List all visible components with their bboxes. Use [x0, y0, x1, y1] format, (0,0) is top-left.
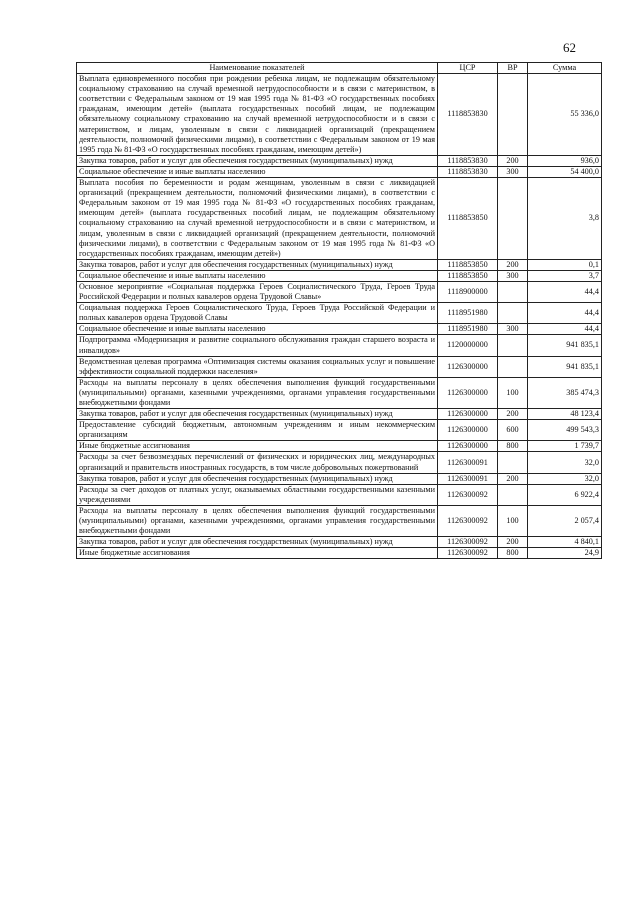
row-sum-cell: 1 739,7 — [528, 441, 602, 452]
row-sum-cell: 936,0 — [528, 155, 602, 166]
table-row — [77, 484, 602, 505]
row-name-cell: Подпрограмма «Модернизация и развитие социального обслуживания граждан старшего возраста и инвалидов» — [77, 335, 438, 356]
row-name-cell: Социальное обеспечение и иные выплаты населению — [77, 324, 438, 335]
row-name-cell: Основное мероприятие «Социальная поддержка Героев Социалистического Труда, Героев Труда Российской Федерации и полных кавалеров ордена Трудовой Славы» — [77, 281, 438, 302]
row-csr-cell: 1126300092 — [438, 484, 498, 505]
row-csr-cell: 1126300000 — [438, 377, 498, 408]
row-name-cell: Социальное обеспечение и иные выплаты населению — [77, 270, 438, 281]
row-sum-cell: 385 474,3 — [528, 377, 602, 408]
row-csr-cell: 1126300091 — [438, 473, 498, 484]
row-csr-cell: 1126300000 — [438, 441, 498, 452]
row-csr-cell: 1118853830 — [438, 155, 498, 166]
row-vr-cell: 600 — [498, 420, 528, 441]
row-sum-cell: 3,8 — [528, 178, 602, 260]
table-row — [77, 420, 602, 441]
row-vr-cell: 300 — [498, 324, 528, 335]
row-name-cell: Расходы за счет доходов от платных услуг, оказываемых областными государственными казенными учреждениями — [77, 484, 438, 505]
row-csr-cell: 1118853830 — [438, 166, 498, 177]
table-row — [77, 409, 602, 420]
row-vr-cell — [498, 335, 528, 356]
row-vr-cell: 300 — [498, 270, 528, 281]
row-sum-cell: 54 400,0 — [528, 166, 602, 177]
row-vr-cell: 100 — [498, 505, 528, 536]
row-name-cell: Закупка товаров, работ и услуг для обеспечения государственных (муниципальных) нужд — [77, 259, 438, 270]
row-sum-cell: 44,4 — [528, 303, 602, 324]
row-vr-cell: 300 — [498, 166, 528, 177]
row-csr-cell: 1118900000 — [438, 281, 498, 302]
row-csr-cell: 1126300091 — [438, 452, 498, 473]
row-vr-cell: 200 — [498, 537, 528, 548]
row-sum-cell: 32,0 — [528, 452, 602, 473]
row-vr-cell: 800 — [498, 441, 528, 452]
table-row — [77, 259, 602, 270]
row-vr-cell: 200 — [498, 259, 528, 270]
row-name-cell: Ведомственная целевая программа «Оптимизация системы оказания социальных услуг и повышение эффективности социальной поддержки населения» — [77, 356, 438, 377]
row-csr-cell: 1118853850 — [438, 270, 498, 281]
table-row — [77, 281, 602, 302]
row-name-cell: Выплата пособия по беременности и родам женщинам, уволенным в связи с ликвидацией организаций (прекращением деятельности, полномочий физическими лицами), в соответствии с Федеральным законом от 19 мая 1995 года № 81-ФЗ «О государственных пособиях гражданам, имеющим детей» (выплата государственных пособий лицам, не подлежащим обязательному социальному страхованию на случай временной нетрудоспособности и в связи с материнством, и лицам, уволенным в связи с ликвидацией организаций (прекращением деятельности, полномочий физическими лицами), в соответствии с Федеральным законом от 19 мая 1995 года № 81-ФЗ «О государственных пособиях гражданам, имеющим детей») — [77, 178, 438, 260]
table-row — [77, 377, 602, 408]
row-csr-cell: 1126300000 — [438, 420, 498, 441]
row-csr-cell: 1126300000 — [438, 409, 498, 420]
row-sum-cell: 24,9 — [528, 548, 602, 559]
table-row — [77, 452, 602, 473]
table-row — [77, 166, 602, 177]
row-name-cell: Предоставление субсидий бюджетным, автономным учреждениям и иным некоммерческим организациям — [77, 420, 438, 441]
row-vr-cell — [498, 74, 528, 156]
header-sum: Сумма — [528, 63, 602, 74]
row-sum-cell: 499 543,3 — [528, 420, 602, 441]
row-csr-cell: 1118951980 — [438, 324, 498, 335]
row-vr-cell — [498, 281, 528, 302]
row-sum-cell: 44,4 — [528, 324, 602, 335]
page-number: 62 — [563, 40, 576, 55]
table-row — [77, 74, 602, 156]
row-name-cell: Иные бюджетные ассигнования — [77, 548, 438, 559]
row-name-cell: Выплата единовременного пособия при рождении ребенка лицам, не подлежащим обязательному социальному страхованию на случай временной нетрудоспособности и в связи с материнством, в соответствии с Федеральным законом от 19 мая 1995 года № 81-ФЗ «О государственных пособиях гражданам, имеющим детей» (выплата государственных пособий лицам, не подлежащим обязательному социальному страхованию на случай временной нетрудоспособности и в связи с материнством, и лицам, уволенным в связи с ликвидацией организаций (прекращением деятельности, полномочий физическими лицами), в соответствии с Федеральным законом от 19 мая 1995 года № 81-ФЗ «О государственных пособиях гражданам, имеющим детей») — [77, 74, 438, 156]
row-csr-cell: 1126300092 — [438, 548, 498, 559]
row-sum-cell: 44,4 — [528, 281, 602, 302]
row-name-cell: Расходы за счет безвозмездных перечислений от физических и юридических лиц, международных организаций и правительств иностранных государств, в том числе добровольных пожертвований — [77, 452, 438, 473]
table-row — [77, 537, 602, 548]
row-csr-cell: 1118951980 — [438, 303, 498, 324]
row-vr-cell: 100 — [498, 377, 528, 408]
row-name-cell: Закупка товаров, работ и услуг для обеспечения государственных (муниципальных) нужд — [77, 473, 438, 484]
row-csr-cell: 1120000000 — [438, 335, 498, 356]
row-sum-cell: 2 057,4 — [528, 505, 602, 536]
row-sum-cell: 3,7 — [528, 270, 602, 281]
table-row — [77, 505, 602, 536]
table-row — [77, 270, 602, 281]
header-vr: ВР — [498, 63, 528, 74]
row-name-cell: Закупка товаров, работ и услуг для обеспечения государственных (муниципальных) нужд — [77, 409, 438, 420]
table-row — [77, 473, 602, 484]
row-vr-cell — [498, 178, 528, 260]
row-name-cell: Расходы на выплаты персоналу в целях обеспечения выполнения функций государственными (муниципальными) органами, казенными учреждениями, органами управления государственными внебюджетными фондами — [77, 505, 438, 536]
row-csr-cell: 1118853850 — [438, 259, 498, 270]
row-name-cell: Закупка товаров, работ и услуг для обеспечения государственных (муниципальных) нужд — [77, 537, 438, 548]
header-csr: ЦСР — [438, 63, 498, 74]
row-sum-cell: 4 840,1 — [528, 537, 602, 548]
row-csr-cell: 1126300092 — [438, 537, 498, 548]
row-vr-cell: 200 — [498, 155, 528, 166]
row-sum-cell: 6 922,4 — [528, 484, 602, 505]
row-name-cell: Социальное обеспечение и иные выплаты населению — [77, 166, 438, 177]
row-csr-cell: 1118853850 — [438, 178, 498, 260]
row-sum-cell: 941 835,1 — [528, 335, 602, 356]
row-csr-cell: 1126300000 — [438, 356, 498, 377]
row-name-cell: Закупка товаров, работ и услуг для обеспечения государственных (муниципальных) нужд — [77, 155, 438, 166]
table-row — [77, 178, 602, 260]
table-row — [77, 335, 602, 356]
row-sum-cell: 0,1 — [528, 259, 602, 270]
row-csr-cell: 1126300092 — [438, 505, 498, 536]
table-row — [77, 356, 602, 377]
row-name-cell: Социальная поддержка Героев Социалистического Труда, Героев Труда Российской Федерации и полных кавалеров ордена Трудовой Славы — [77, 303, 438, 324]
row-sum-cell: 48 123,4 — [528, 409, 602, 420]
row-name-cell: Иные бюджетные ассигнования — [77, 441, 438, 452]
row-sum-cell: 55 336,0 — [528, 74, 602, 156]
row-vr-cell — [498, 303, 528, 324]
table-row — [77, 441, 602, 452]
row-vr-cell — [498, 356, 528, 377]
row-vr-cell: 200 — [498, 473, 528, 484]
row-vr-cell: 800 — [498, 548, 528, 559]
row-csr-cell: 1118853830 — [438, 74, 498, 156]
table-row — [77, 155, 602, 166]
table-row — [77, 548, 602, 559]
row-vr-cell — [498, 484, 528, 505]
row-sum-cell: 941 835,1 — [528, 356, 602, 377]
row-name-cell: Расходы на выплаты персоналу в целях обеспечения выполнения функций государственными (муниципальными) органами, казенными учреждениями, органами управления государственными внебюджетными фондами — [77, 377, 438, 408]
header-name: Наименование показателей — [77, 63, 438, 74]
table-row — [77, 303, 602, 324]
table-header-row — [77, 63, 602, 74]
row-vr-cell: 200 — [498, 409, 528, 420]
table-row — [77, 324, 602, 335]
row-sum-cell: 32,0 — [528, 473, 602, 484]
budget-table — [76, 62, 602, 559]
row-vr-cell — [498, 452, 528, 473]
